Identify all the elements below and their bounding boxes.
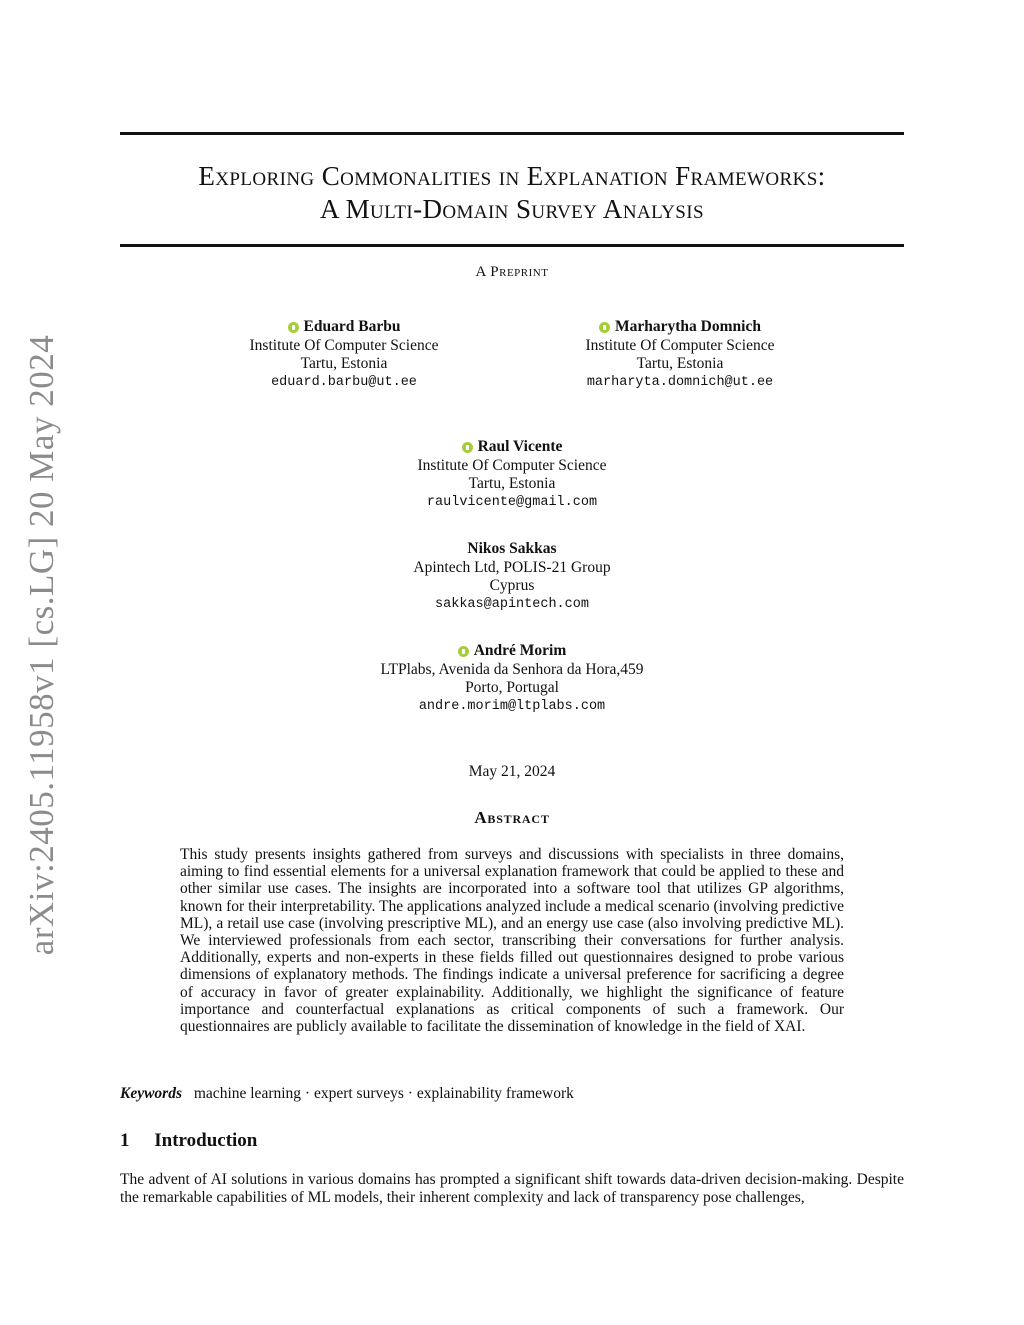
section-heading [120,1130,257,1152]
orcid-icon[interactable] [462,442,473,453]
abstract-text: This study presents insights gathered from surveys and discussions with specialists in three domains, aiming to find essential elements for a universal explanation framework that could be applied to these and other similar use cases. The insights are incorporated into a software tool that utilizes GP algorithms, known for their interpretability. The applications analyzed include a medical scenario (involving predictive ML), a retail use case (involving prescriptive ML), and an energy use case (also involving predictive ML). We interviewed professionals from each sector, transcribing their conversations for further analysis. Additionally, experts and non-experts in these fields filled out questionnaires designed to probe various dimensions of explanatory methods. The findings indicate a universal preference for sacrificing a degree of accuracy in favor of greater explainability. Additionally, we highlight the significance of feature importance and counterfactual explanations as critical components of such a framework. Our questionnaires are publicly available to facilitate the dissemination of knowledge in the field of XAI. [180,846,844,1036]
title-line-2: A Multi-Domain Survey Analysis [320,194,704,224]
author-affiliation: Institute Of Computer Science [585,336,775,354]
author-block [312,438,712,512]
keywords-label: Keywords [120,1085,182,1102]
author-email[interactable]: marharyta.domnich@ut.ee [586,374,774,390]
orcid-icon[interactable] [599,322,610,333]
author-email[interactable]: sakkas@apintech.com [435,596,589,612]
title-rule-top [120,132,904,135]
author-location: Tartu, Estonia [300,355,388,372]
title-rule-bottom [120,244,904,247]
author-email[interactable]: eduard.barbu@ut.ee [271,374,417,390]
section-number: 1 [120,1130,130,1151]
author-block [530,318,830,392]
introduction-text: The advent of AI solutions in various domains has prompted a significant shift towards data-driven decision-making. Despite the remarkable capabilities of ML models, their inherent complexity and lack of transparency pose challenges, [120,1171,904,1206]
section-title: Introduction [154,1130,258,1151]
author-name: Raul Vicente [477,438,563,455]
author-block [194,318,494,392]
author-affiliation: Institute Of Computer Science [417,456,607,474]
author-email[interactable]: andre.morim@ltplabs.com [418,698,606,714]
author-email[interactable]: raulvicente@gmail.com [426,494,598,510]
author-name: Nikos Sakkas [467,540,557,557]
author-location: Porto, Portugal [465,679,559,696]
paper-title [120,160,904,226]
author-block [312,540,712,614]
preprint-label: A Preprint [475,264,549,280]
orcid-icon[interactable] [288,322,299,333]
author-location: Cyprus [489,577,535,594]
keywords-line [120,1085,574,1103]
author-affiliation: Apintech Ltd, POLIS-21 Group [413,558,611,576]
title-line-1: Exploring Commonalities in Explanation Frameworks: [198,161,826,191]
author-block [312,642,712,716]
author-name: Eduard Barbu [303,318,401,335]
paper-date: May 21, 2024 [468,763,556,780]
author-affiliation: Institute Of Computer Science [249,336,439,354]
author-affiliation: LTPlabs, Avenida da Senhora da Hora,459 [380,660,644,678]
keywords-text: machine learning · expert surveys · explainability framework [193,1085,574,1102]
author-name: Marharytha Domnich [615,318,761,335]
orcid-icon[interactable] [458,646,469,657]
arxiv-identifier: arXiv:2405.11958v1 [cs.LG] 20 May 2024 [22,334,61,956]
author-location: Tartu, Estonia [468,475,556,492]
author-name: André Morim [473,642,567,659]
abstract-heading: Abstract [474,808,550,827]
author-location: Tartu, Estonia [636,355,724,372]
